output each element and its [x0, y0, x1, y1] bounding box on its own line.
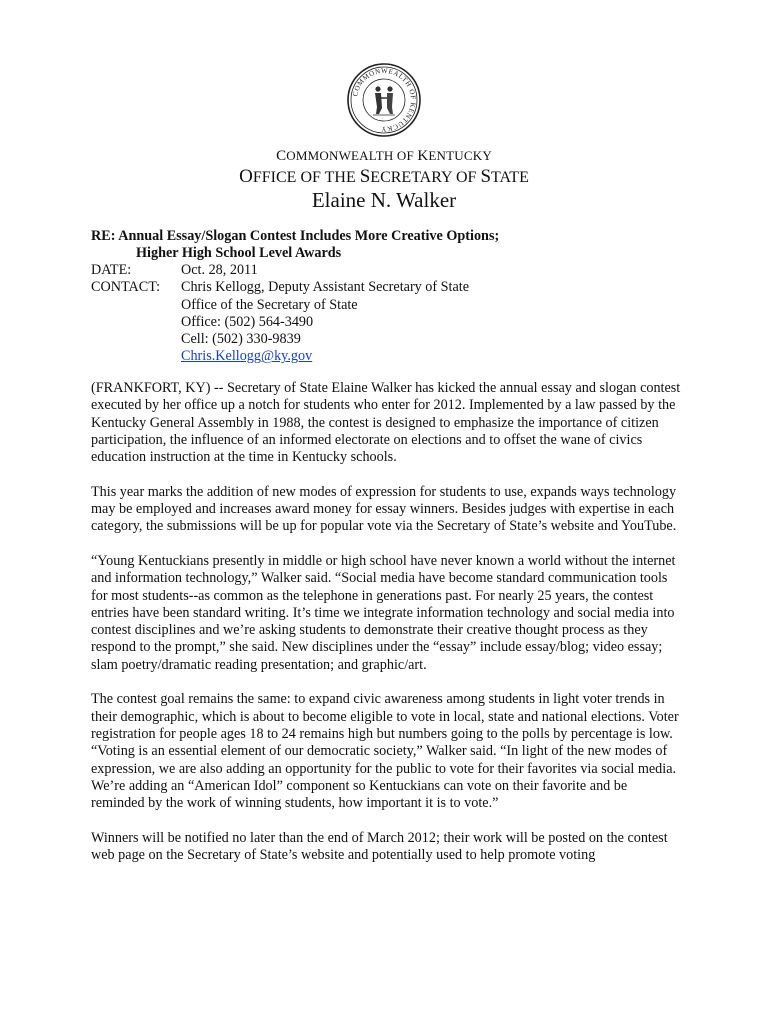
contact-email-link[interactable]: Chris.Kellogg@ky.gov	[181, 348, 313, 365]
date-value: Oct. 28, 2011	[181, 262, 258, 278]
contact-label: CONTACT:	[91, 279, 161, 296]
paragraph: The contest goal remains the same: to expand civic awareness among students in light voter trends in their demographic, which is about to become eligible to vote in local, state and national elections. Voter registration for people ages 18 to 24 remains high but numbers going to the polls by percentage is low. “Voting is an essential element of our democratic society,” Walker said. “In light of the new modes of expression, we are also adding an opportunity for the public to vote for their favorites via social media. We’re adding an “American Idol” component so Kentuckians can vote on their favorite and be reminded by the work of winning students, how important it is to vote.”	[91, 691, 679, 812]
seal-icon	[346, 62, 422, 138]
paragraph: “Young Kentuckians presently in middle or high school have never known a world without the internet and information technology,” Walker said. “Social media have become standard communication tools for most students--as common as the telephone in generations past. For nearly 25 years, the contest entries have been standard writing. It’s time we integrate information technology and social media into contest disciplines and we’re asking students to demonstrate their creative thought process as they respond to the prompt,” she said. New disciplines under the “essay” include essay/blog; video essay; slam poetry/dramatic reading presentation; and graphic/art.	[91, 552, 676, 673]
office-heading: OFFICE OF THE SECRETARY OF STATE	[239, 166, 529, 187]
commonwealth-heading: COMMONWEALTH OF KENTUCKY	[276, 148, 492, 164]
re-subject	[91, 228, 499, 262]
paragraph: (FRANKFORT, KY) -- Secretary of State Elaine Walker has kicked the annual essay and slogan contest executed by her office up a notch for students who enter for 2012. Implemented by a law passed by the Kentucky General Assembly in 1988, the contest is designed to emphasize the importance of citizen participation, the influence of an informed electorate on elections and to offset the wane of civics education instruction at the time in Kentucky schools.	[91, 380, 681, 466]
date-label: DATE:	[91, 262, 132, 278]
contact-name: Chris Kellogg, Deputy Assistant Secretary of State	[181, 279, 470, 296]
paragraph: This year marks the addition of new modes of expression for students to use, expands ways technology may be employed and increases award money for essay winners. Besides judges with expertise in each category, the submissions will be up for popular vote via the Secretary of State’s website and YouTube.	[91, 483, 677, 535]
kentucky-seal	[346, 62, 422, 138]
svg-text:COMMONWEALTH OF KENTUCKY	[351, 67, 417, 133]
re-line-2: Higher High School Level Awards	[136, 245, 342, 261]
paragraph: Winners will be notified no later than the end of March 2012; their work will be posted on the contest web page on the Secretary of State’s website and potentially used to help promote voting	[91, 829, 668, 864]
release-meta	[91, 262, 469, 366]
contact-cell: Cell: (502) 330-9839	[181, 331, 301, 348]
contact-phone: Office: (502) 564-3490	[181, 313, 314, 330]
re-line-1: RE: Annual Essay/Slogan Contest Includes More Creative Options;	[91, 228, 500, 244]
seal-text: COMMONWEALTH OF KENTUCKY	[351, 66, 418, 134]
contact-office: Office of the Secretary of State	[181, 296, 358, 313]
release-body	[91, 380, 681, 882]
secretary-name: Elaine N. Walker	[311, 188, 457, 212]
